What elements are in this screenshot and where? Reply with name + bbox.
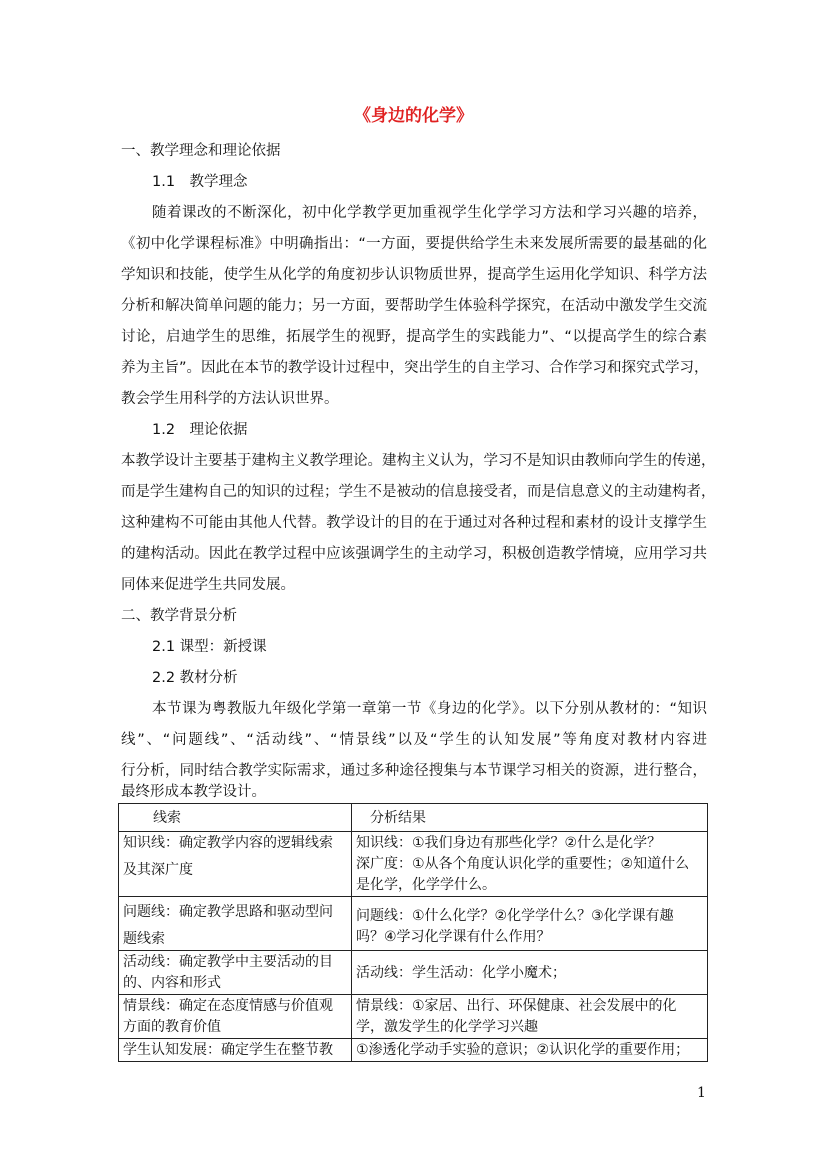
cell-line: 学生认知发展：确定学生在整节教 xyxy=(123,1042,333,1058)
analysis-table xyxy=(118,803,708,1062)
clue-cell xyxy=(119,897,352,951)
paragraph-line: 《初中化学课程标准》中明确指出：“一方面，要提供给学生未来发展所需要的最基础的化 xyxy=(121,236,707,252)
cell-line: 学，激发学生的化学学习兴趣 xyxy=(356,1019,538,1035)
section-1-heading: 一、教学理念和理论依据 xyxy=(121,143,281,159)
cell-line: 方面的教育价值 xyxy=(123,1019,221,1035)
table-row xyxy=(119,951,708,995)
cell-line: 知识线：①我们身边有那些化学？②什么是化学？ xyxy=(356,835,662,851)
page-number: 1 xyxy=(697,1085,706,1101)
table-row xyxy=(119,897,708,951)
cell-line: 问题线：确定教学思路和驱动型问 xyxy=(123,904,333,920)
cell-line: 活动线：确定教学中主要活动的目 xyxy=(123,954,333,970)
table-header-row xyxy=(119,804,708,832)
paragraph-line: 本教学设计主要基于建构主义教学理论。建构主义认为，学习不是知识由教师向学生的传递， xyxy=(121,453,716,469)
table-row xyxy=(119,1039,708,1062)
paragraph-line: 最终形成本教学设计。 xyxy=(121,784,266,800)
cell-line: 的、内容和形式 xyxy=(123,975,221,991)
cell-line: 问题线：①什么化学？②化学学什么？③化学课有趣 xyxy=(356,908,674,924)
paragraph-line: 养为主旨”。因此在本节的教学设计过程中，突出学生的自主学习、合作学习和探究式学习， xyxy=(121,360,709,376)
table-row xyxy=(119,832,708,897)
cell-line: 情景线：确定在态度情感与价值观 xyxy=(123,998,333,1014)
result-cell xyxy=(352,1039,708,1062)
cell-line: 情景线：①家居、出行、环保健康、社会发展中的化 xyxy=(356,998,677,1014)
section-2-1-heading: 2.1 课型：新授课 xyxy=(152,639,267,655)
paragraph-line: 行分析，同时结合教学实际需求，通过多种途径搜集与本节课学习相关的资源，进行整合， xyxy=(121,763,707,779)
clue-cell xyxy=(119,832,352,897)
cell-line: 知识线：确定教学内容的逻辑线索 xyxy=(123,835,333,851)
result-cell xyxy=(352,951,708,995)
paragraph-line: 教会学生用科学的方法认识世界。 xyxy=(121,391,339,407)
paragraph-line: 本节课为粤教版九年级化学第一章第一节《身边的化学》。以下分别从教材的：“知识 xyxy=(152,701,707,717)
clue-cell xyxy=(119,1039,352,1062)
paragraph-line: 的建构活动。因此在教学过程中应该强调学生的主动学习，积极创造教学情境，应用学习共 xyxy=(121,546,707,562)
cell-line: 及其深广度 xyxy=(123,862,193,878)
result-cell xyxy=(352,897,708,951)
paragraph-line: 学知识和技能，使学生从化学的角度初步认识物质世界，提高学生运用化学知识、科学方法 xyxy=(121,267,707,283)
paragraph-line: 线”、“问题线”、“活动线”、“情景线”以及“学生的认知发展”等角度对教材内容进 xyxy=(121,732,707,748)
table-header-cell: 分析结果 xyxy=(352,804,708,832)
result-cell xyxy=(352,995,708,1039)
cell-line: 题线索 xyxy=(123,931,165,947)
cell-line: 吗？④学习化学课有什么作用？ xyxy=(356,929,551,945)
table-row xyxy=(119,995,708,1039)
cell-line: 是化学，化学学什么。 xyxy=(356,877,496,893)
paragraph-line: 这种建构不可能由其他人代替。教学设计的目的在于通过对各种过程和素材的设计支撑学生 xyxy=(121,515,707,531)
section-2-2-heading: 2.2 教材分析 xyxy=(152,670,238,686)
paragraph-line: 而是学生建构自己的知识的过程；学生不是被动的信息接受者，而是信息意义的主动建构者， xyxy=(121,484,716,500)
clue-cell xyxy=(119,951,352,995)
table-header-cell: 线索 xyxy=(119,804,352,832)
paragraph-line: 随着课改的不断深化，初中化学教学更加重视学生化学学习方法和学习兴趣的培养， xyxy=(152,205,707,221)
cell-line: ①渗透化学动手实验的意识；②认识化学的重要作用； xyxy=(356,1042,690,1058)
section-1-2-heading: 1.2 理论依据 xyxy=(152,422,248,438)
clue-cell xyxy=(119,995,352,1039)
cell-line: 活动线：学生活动：化学小魔术； xyxy=(356,964,566,981)
section-1-1-heading: 1.1 教学理念 xyxy=(152,174,248,190)
paragraph-line: 同体来促进学生共同发展。 xyxy=(121,577,295,593)
paragraph-line: 分析和解决简单问题的能力；另一方面，要帮助学生体验科学探究，在活动中激发学生交流 xyxy=(121,298,707,314)
document-title: 《身边的化学》 xyxy=(354,106,473,126)
result-cell xyxy=(352,832,708,897)
paragraph-line: 讨论，启迪学生的思维，拓展学生的视野，提高学生的实践能力”、“以提高学生的综合素 xyxy=(121,329,707,345)
cell-line: 深广度：①从各个角度认识化学的重要性；②知道什么 xyxy=(356,856,690,872)
section-2-heading: 二、教学背景分析 xyxy=(121,608,237,624)
